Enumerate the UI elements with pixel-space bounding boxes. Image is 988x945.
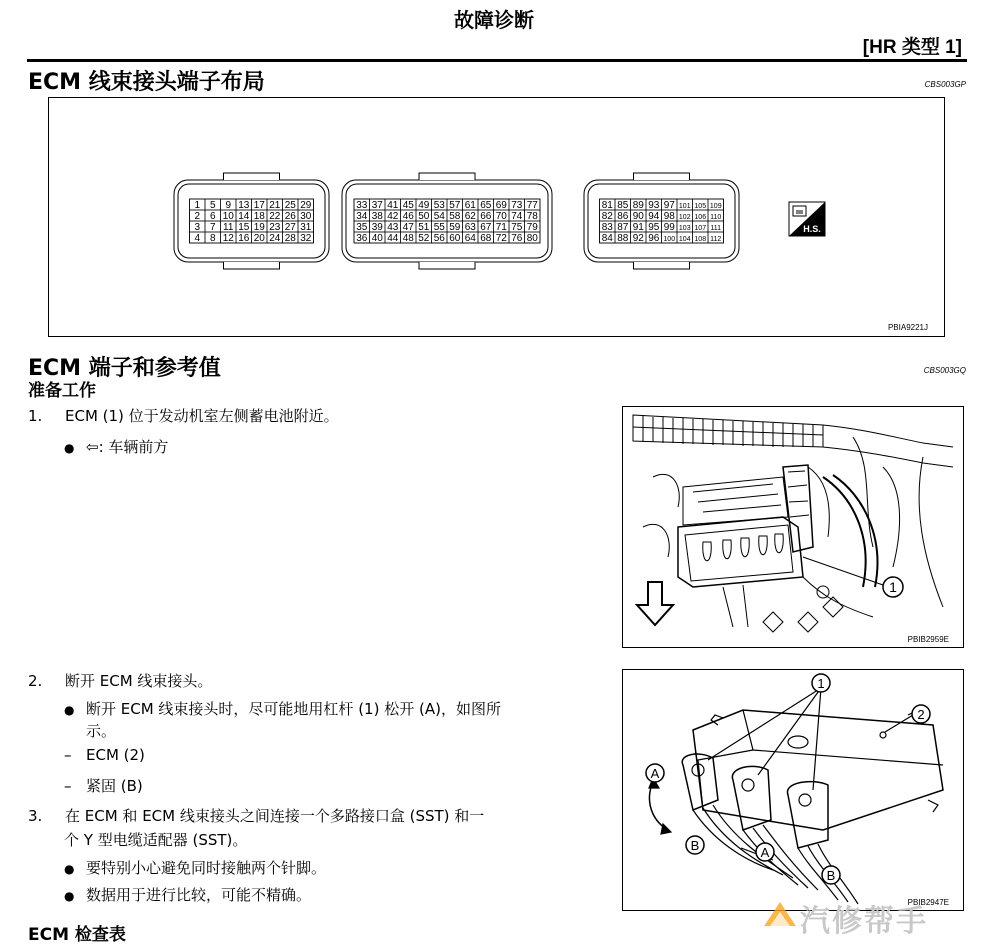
terminal-number: 97 [663,200,675,211]
model-tag: [HR 类型 1] [862,37,962,58]
terminal-number: 54 [433,211,445,222]
step-1 [28,405,339,426]
terminal-number: 76 [511,233,523,244]
terminal-number: 73 [511,200,523,211]
terminal-number: 2 [194,211,201,222]
terminal-number: 29 [300,200,312,211]
terminal-number: 31 [300,222,312,233]
ecm-location-figure [622,406,964,648]
terminal-number: 51 [418,222,430,233]
step-text: ECM (1) 位于发动机室左侧蓄电池附近。 [65,407,339,425]
terminal-number: 53 [433,200,445,211]
label-b: B [826,868,836,883]
terminal-number: 12 [222,233,234,244]
terminal-number: 65 [480,200,492,211]
terminal-number: 99 [663,222,675,233]
terminal-number: 24 [269,233,281,244]
terminal-number: 4 [194,233,201,244]
step-1-bullet [64,436,168,457]
terminal-number: 43 [387,222,399,233]
terminal-number: 102 [678,214,691,221]
terminal-number: 8 [209,233,216,244]
terminal-number: 6 [209,211,216,222]
terminal-number: 83 [601,222,613,233]
terminal-number: 13 [238,200,250,211]
terminal-number: 38 [371,211,383,222]
terminal-number: 1 [194,200,201,211]
dash-item-ecm [64,746,145,764]
terminal-number: 15 [238,222,250,233]
step-3-continuation: 个 Y 型电缆适配器 (SST)。 [64,831,248,849]
terminal-number: 104 [678,236,691,243]
terminal-number: 47 [402,222,414,233]
step-number: 3. [28,807,43,825]
terminal-number: 28 [284,233,296,244]
section-code: CBS003GP [924,80,966,89]
section-code: CBS003GQ [923,366,966,375]
terminal-number: 56 [433,233,445,244]
terminal-number: 41 [387,200,399,211]
terminal-number: 46 [402,211,414,222]
terminal-number: 100 [663,236,676,243]
label-a: A [760,845,770,860]
terminal-number: 91 [632,222,644,233]
terminal-number: 94 [648,211,660,222]
terminal-number: 95 [648,222,660,233]
terminal-number: 75 [511,222,523,233]
figure-code: PBIB2959E [907,635,949,644]
terminal-number: 33 [356,200,368,211]
terminal-number: 66 [480,211,492,222]
bullet-text: 要特别小心避免同时接触两个针脚。 [86,859,327,877]
dash-icon: – [64,777,72,795]
hs-label: H.S. [803,224,821,234]
step-2-bullet [64,698,501,719]
connector-2 [342,173,552,269]
terminal-number: 52 [418,233,430,244]
terminal-number: 78 [526,211,538,222]
terminal-number: 110 [710,214,722,221]
terminal-number: 30 [300,211,312,222]
dash-icon: – [64,746,72,764]
terminal-number: 58 [449,211,461,222]
terminal-number: 44 [387,233,399,244]
terminal-number: 25 [284,200,296,211]
connector-layout-figure [48,97,945,337]
engine-bay-illustration [623,407,963,647]
terminal-number: 87 [617,222,629,233]
terminal-number: 45 [402,200,414,211]
terminal-number: 109 [709,203,722,210]
terminal-number: 105 [694,203,707,210]
terminal-number: 17 [253,200,265,211]
terminal-number: 84 [601,233,613,244]
terminal-number: 60 [449,233,461,244]
step-number: 1. [28,407,43,425]
label-b: B [690,838,700,853]
page-header-title: 故障诊断 [454,8,534,32]
terminal-number: 23 [269,222,281,233]
terminal-number: 62 [464,211,476,222]
terminal-number: 72 [495,233,507,244]
terminal-number: 98 [663,211,675,222]
connector-3 [584,173,739,269]
terminal-number: 18 [253,211,265,222]
terminal-number: 64 [464,233,476,244]
terminal-number: 59 [449,222,461,233]
watermark-text: 汽修帮手 [800,904,928,939]
terminal-number: 34 [356,211,368,222]
terminal-number: 106 [694,214,707,221]
terminal-number: 11 [223,222,234,233]
bullet-text: 断开 ECM 线束接头时，尽可能地用杠杆 (1) 松开 (A)，如图所 [86,700,501,718]
terminal-number: 86 [617,211,629,222]
watermark-logo-icon [760,896,800,932]
terminal-number: 103 [678,225,691,232]
terminal-number: 16 [238,233,250,244]
terminal-number: 50 [418,211,430,222]
terminal-number: 111 [710,225,722,232]
terminal-number: 27 [284,222,296,233]
watermark [760,896,988,939]
terminal-number: 80 [526,233,538,244]
terminal-number: 93 [648,200,660,211]
step-3 [28,805,484,826]
terminal-number: 22 [269,211,281,222]
header-rule [27,59,967,62]
terminal-number: 35 [356,222,368,233]
step-number: 2. [28,672,43,690]
terminal-number: 26 [284,211,296,222]
terminal-number: 39 [371,222,383,233]
ecm-connector-illustration [623,670,963,910]
terminal-number: 20 [253,233,265,244]
dash-item-fasten [64,775,143,796]
terminal-number: 89 [632,200,644,211]
terminal-number: 81 [601,200,613,211]
terminal-number: 74 [511,211,523,222]
bullet-icon: ● [64,862,75,876]
terminal-number: 69 [495,200,507,211]
figure-code: PBIB2947E [907,898,949,907]
terminal-number: 71 [495,222,507,233]
terminal-number: 61 [464,200,476,211]
step-2 [28,670,212,691]
terminal-number: 82 [601,211,613,222]
step-text: 在 ECM 和 ECM 线束接头之间连接一个多路接口盒 (SST) 和一 [65,807,485,825]
terminal-number: 79 [526,222,538,233]
terminal-number: 63 [464,222,476,233]
bullet-continuation: 示。 [86,722,117,740]
terminal-number: 108 [694,236,707,243]
heading-ecm-check-table: ECM 检查表 [28,925,126,945]
terminal-number: 57 [449,200,461,211]
terminal-number: 70 [495,211,507,222]
terminal-number: 19 [253,222,265,233]
terminal-number: 7 [209,222,216,233]
step-text: 断开 ECM 线束接头。 [65,672,213,690]
bullet-icon: ● [64,703,75,717]
label-a: A [650,766,660,781]
terminal-number: 3 [194,222,201,233]
subtitle-preparation: 准备工作 [28,381,96,401]
bullet-text: ⇦: 车辆前方 [86,438,169,456]
terminal-number: 37 [371,200,383,211]
terminal-number: 40 [371,233,383,244]
terminal-number: 49 [418,200,430,211]
connector-1 [174,173,329,269]
dash-text: ECM (2) [86,746,145,764]
terminal-number: 42 [387,211,399,222]
terminal-number: 21 [269,200,281,211]
section-title-terminal-layout: ECM 线束接头端子布局 [28,70,265,95]
callout-1: 1 [817,676,825,691]
terminal-number: 5 [209,200,216,211]
terminal-number: 85 [617,200,629,211]
terminal-number: 96 [648,233,660,244]
callout-2: 2 [917,707,925,722]
step-3-bullet-1 [64,857,326,878]
terminal-number: 67 [480,222,492,233]
terminal-number: 10 [222,211,234,222]
terminal-number: 9 [225,200,232,211]
terminal-number: 77 [526,200,538,211]
terminal-number: 88 [617,233,629,244]
dash-text: 紧固 (B) [86,777,143,795]
terminal-number: 107 [694,225,707,232]
terminal-number: 36 [356,233,368,244]
ecm-disconnect-figure [622,669,964,911]
terminal-number: 90 [632,211,644,222]
terminal-number: 48 [402,233,414,244]
bullet-icon: ● [64,441,75,455]
step-3-bullet-2 [64,884,311,905]
harness-side-icon [789,202,825,236]
terminal-number: 68 [480,233,492,244]
figure-code: PBIA9221J [887,323,928,332]
terminal-number: 32 [300,233,312,244]
terminal-number: 14 [238,211,250,222]
connector-diagram [49,98,944,336]
terminal-number: 92 [632,233,644,244]
callout-1: 1 [889,579,897,595]
section-title-reference-values: ECM 端子和参考值 [28,356,221,381]
bullet-icon: ● [64,889,75,903]
terminal-number: 101 [678,203,691,210]
bullet-text: 数据用于进行比较，可能不精确。 [86,886,312,904]
terminal-number: 55 [433,222,445,233]
terminal-number: 112 [710,236,722,243]
